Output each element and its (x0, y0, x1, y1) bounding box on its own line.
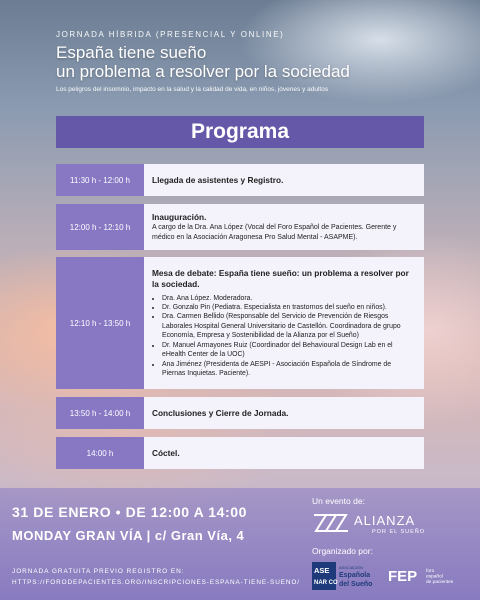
schedule-row (56, 437, 424, 469)
svg-text:español: español (426, 574, 443, 580)
svg-text:foro: foro (426, 569, 435, 574)
event-format-kicker: JORNADA HÍBRIDA (PRESENCIAL Y ONLINE) (56, 30, 285, 39)
event-header (56, 30, 436, 93)
alianza-logo (312, 512, 452, 534)
schedule-description (144, 397, 424, 429)
schedule-row (56, 257, 424, 389)
panelist-list (152, 294, 416, 379)
svg-text:NAR CO: NAR CO (314, 580, 338, 586)
schedule-time: 13:50 h - 14:00 h (56, 397, 144, 429)
schedule-title: Cóctel. (152, 447, 180, 458)
svg-text:del Sueño: del Sueño (339, 581, 373, 588)
panelist-item: • Dr. Manuel Armayones Ruiz (Coordinador del Behavioural Design Lab en el eHealth Center de la UOC) (162, 341, 416, 360)
panelist-item: • Dr. Gonzalo Pin (Pediatra. Especialista en trastornos del sueño en niños). (162, 303, 416, 312)
registration-note: JORNADA GRATUITA PREVIO REGISTRO EN: (12, 568, 185, 575)
event-title-line-2: un problema a resolver por la sociedad (56, 62, 350, 81)
svg-text:Española: Española (339, 572, 371, 579)
schedule-time: 14:00 h (56, 437, 144, 469)
schedule-title: Inauguración. (152, 211, 207, 222)
schedule-description (144, 437, 424, 469)
svg-text:de pacientes: de pacientes (426, 580, 454, 585)
schedule-time: 12:00 h - 12:10 h (56, 204, 144, 250)
fep-wordmark-icon (388, 566, 468, 586)
organized-by-label: Organizado por: (312, 546, 373, 556)
registration-link[interactable]: HTTPS://FORODEPACIENTES.ORG/INSCRIPCIONES-ESPANA-TIENE-SUENO/ (12, 579, 300, 586)
event-subtitle: Los peligros del insomnio, impacto en la salud y la calidad de vida, en niños, jóvenes y adultos (56, 86, 329, 93)
event-by-label: Un evento de: (312, 496, 365, 506)
svg-text:POR EL SUEÑO: POR EL SUEÑO (372, 529, 426, 534)
event-footer (0, 488, 480, 600)
programa-heading: Programa (56, 116, 424, 148)
schedule-row (56, 397, 424, 429)
alianza-z-icon (312, 512, 452, 534)
schedule-detail: A cargo de la Dra. Ana López (Vocal del Foro Español de Pacientes. Gerente y médico en la Asociación Aragonesa Pro Salud Mental - ASAPME). (152, 223, 397, 241)
schedule-description (144, 164, 424, 196)
schedule-time: 11:30 h - 12:00 h (56, 164, 144, 196)
schedule-row (56, 204, 424, 250)
schedule-time: 12:10 h - 13:50 h (56, 257, 144, 389)
svg-text:ASOCIACIÓN: ASOCIACIÓN (339, 566, 363, 570)
event-title-line-1: España tiene sueño (56, 43, 207, 62)
svg-text:FEP: FEP (388, 568, 418, 585)
panelist-item: • Ana Jiménez (Presidenta de AESPI - Asociación Española de Síndrome de Piernas Inquietas. Paciente). (162, 360, 416, 379)
panelist-item: • Dra. Carmen Bellido (Responsable del Servicio de Prevención de Riesgos Laborales Hospital General Universitario de Castellón. Coordinadora de grupo Economía, Empresa y Sostenibilidad de la Alianza por el Sueño) (162, 312, 416, 340)
svg-text:ASE: ASE (314, 566, 330, 575)
schedule-title: Conclusiones y Cierre de Jornada. (152, 407, 289, 418)
panelist-item: • Dra. Ana López. Moderadora. (162, 294, 416, 303)
svg-text:ALIANZA: ALIANZA (354, 513, 416, 528)
schedule-title: Llegada de asistentes y Registro. (152, 174, 284, 185)
event-title (56, 43, 436, 81)
schedule-row (56, 164, 424, 196)
schedule-description (144, 204, 424, 250)
ases-moon-icon (312, 562, 382, 592)
ases-logo (312, 562, 382, 592)
event-venue: MONDAY GRAN VÍA | c/ Gran Vía, 4 (12, 528, 245, 543)
fep-logo (388, 566, 468, 586)
schedule-description (144, 257, 424, 389)
event-date: 31 DE ENERO • DE 12:00 A 14:00 (12, 504, 248, 520)
schedule-title: Mesa de debate: España tiene sueño: un problema a resolver por la sociedad. (152, 267, 409, 289)
